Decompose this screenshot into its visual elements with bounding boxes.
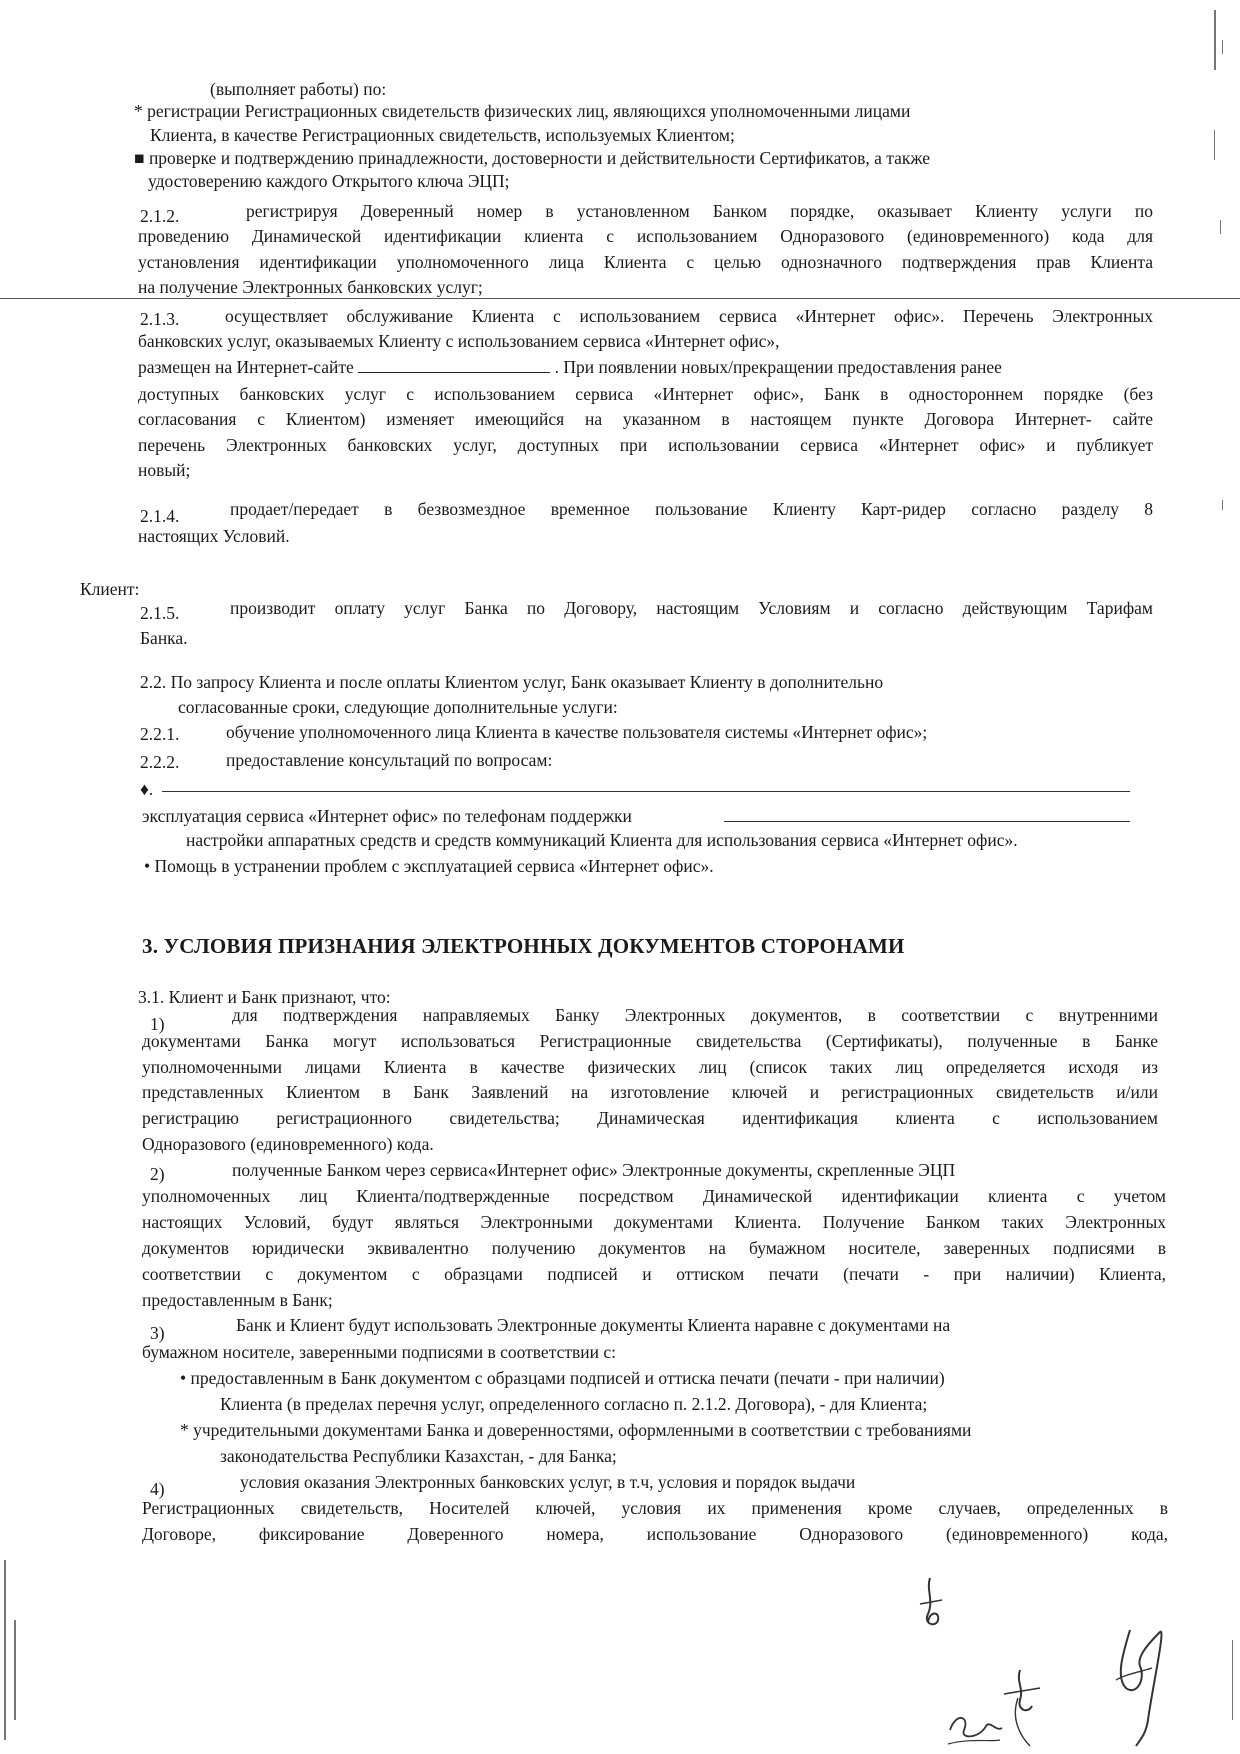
clause-number: 2) xyxy=(150,1164,165,1184)
text-line: банковских услуг, оказываемых Клиенту с использованием сервиса «Интернет офис», xyxy=(138,331,780,351)
text-line: Клиента (в пределах перечня услуг, определенного согласно п. 2.1.2. Договора), - для Клиента; xyxy=(220,1394,928,1414)
clause-number: 2.1.2. xyxy=(140,206,180,226)
text-line: представленных Клиентом в Банк Заявлений на изготовление ключей и регистрационных свидетельств и/или xyxy=(142,1082,1158,1102)
section-heading: 3. УСЛОВИЯ ПРИЗНАНИЯ ЭЛЕКТРОННЫХ ДОКУМЕНТОВ СТОРОНАМИ xyxy=(142,934,905,958)
text-line: • предоставленным в Банк документом с образцами подписей и оттиска печати (печати - при наличии) xyxy=(180,1368,945,1388)
text-line: проведению Динамической идентификации клиента с использованием Одноразового (единовременного) кода для xyxy=(138,226,1153,246)
text-line: 3.1. Клиент и Банк признают, что: xyxy=(138,987,391,1007)
text-line: (выполняет работы) по: xyxy=(210,79,387,99)
clause-number: 2.1.3. xyxy=(140,309,180,329)
text-line: Банка. xyxy=(140,628,188,648)
text-line: регистрируя Доверенный номер в установленном Банком порядке, оказывает Клиенту услуги по xyxy=(246,201,1153,221)
text-line: на получение Электронных банковских услуг; xyxy=(138,277,483,297)
clause-number: 4) xyxy=(150,1479,165,1499)
text-line: осуществляет обслуживание Клиента с использованием сервиса «Интернет офис». Перечень Электронных xyxy=(225,306,1153,326)
text-line: полученные Банком через сервиса«Интернет офис» Электронные документы, скрепленные ЭЦП xyxy=(232,1160,956,1180)
text-line: уполномоченными лицами Клиента в качестве физических лиц (список таких лиц определяется исходя из xyxy=(142,1057,1158,1077)
text-line: Одноразового (единовременного) кода. xyxy=(142,1134,434,1154)
clause-number: 2.2.1. xyxy=(140,724,180,744)
text-line: настоящих Условий, будут являться Электронными документами Клиента. Получение Банком таких Электронных xyxy=(142,1212,1166,1232)
clause-number: 1) xyxy=(150,1014,165,1034)
text-line: Регистрационных свидетельств, Носителей ключей, условия их применения кроме случаев, определенных в xyxy=(142,1498,1168,1518)
text-line: доступных банковских услуг с использованием сервиса «Интернет офис», Банк в одностороннем порядке (без xyxy=(138,384,1153,404)
text-line: ■ проверке и подтверждению принадлежности, достоверности и действительности Сертификатов, а также xyxy=(134,148,930,168)
clause-number: 2.2.2. xyxy=(140,752,180,772)
text-line: документами Банка могут использоваться Регистрационные свидетельства (Сертификаты), полученные в Банке xyxy=(142,1031,1158,1051)
text-fragment: . При появлении новых/прекращении предоставления ранее xyxy=(554,357,1002,377)
text-line: • Помощь в устранении проблем с эксплуатацией сервиса «Интернет офис». xyxy=(144,856,714,876)
text-line: документов юридически эквивалентно получению документов на бумажном носителе, заверенных подписями в xyxy=(142,1238,1166,1258)
text-line: установления идентификации уполномоченного лица Клиента с целью однозначного подтверждения прав Клиента xyxy=(138,252,1153,272)
text-line: Договоре, фиксирование Доверенного номера, использование Одноразового (единовременного) кода, xyxy=(142,1524,1168,1544)
text-line: согласования с Клиентом) изменяет имеющийся на указанном в настоящем пункте Договора Интернет- сайте xyxy=(138,409,1153,429)
text-line: перечень Электронных банковских услуг, доступных при использовании сервиса «Интернет офис» и публикует xyxy=(138,435,1153,455)
text-line: ♦. xyxy=(140,779,154,799)
text-line: настоящих Условий. xyxy=(138,526,290,546)
text-line: согласованные сроки, следующие дополнительные услуги: xyxy=(178,697,618,717)
blank-field xyxy=(358,356,550,373)
blank-rule xyxy=(724,821,1130,822)
text-line: эксплуатация сервиса «Интернет офис» по телефонам поддержки xyxy=(142,806,632,826)
text-line: обучение уполномоченного лица Клиента в качестве пользователя системы «Интернет офис»; xyxy=(226,722,928,742)
handwritten-signature-icon xyxy=(890,1570,1210,1750)
text-line: Клиент: xyxy=(80,579,140,599)
text-line: * учредительными документами Банка и доверенностями, оформленными в соответствии с требованиями xyxy=(180,1420,972,1440)
text-line: новый; xyxy=(138,460,191,480)
text-line: настройки аппаратных средств и средств коммуникаций Клиента для использования сервиса «Интернет офис». xyxy=(186,830,1018,850)
text-line: * регистрации Регистрационных свидетельств физических лиц, являющихся уполномоченными лицами xyxy=(134,101,911,121)
clause-number: 2.1.5. xyxy=(140,603,180,623)
text-line: производит оплату услуг Банка по Договору, настоящим Условиям и согласно действующим Тарифам xyxy=(230,598,1153,618)
text-line: условия оказания Электронных банковских услуг, в т.ч, условия и порядок выдачи xyxy=(240,1472,856,1492)
text-line: Клиента, в качестве Регистрационных свидетельств, используемых Клиентом; xyxy=(150,125,735,145)
blank-rule xyxy=(162,791,1130,792)
text-line: 2.2. По запросу Клиента и после оплаты Клиентом услуг, Банк оказывает Клиенту в дополнительно xyxy=(140,672,884,692)
text-line: бумажном носителе, заверенными подписями в соответствии с: xyxy=(142,1342,616,1362)
text-line: предоставленным в Банк; xyxy=(142,1290,333,1310)
text-line: законодательства Республики Казахстан, - для Банка; xyxy=(220,1446,617,1466)
clause-number: 2.1.4. xyxy=(140,506,180,526)
text-line: предоставление консультаций по вопросам: xyxy=(226,750,553,770)
text-line: для подтверждения направляемых Банку Электронных документов, в соответствии с внутренними xyxy=(232,1005,1158,1025)
clause-number: 3) xyxy=(150,1323,165,1343)
text-line: удостоверению каждого Открытого ключа ЭЦП; xyxy=(148,171,510,191)
text-line: соответствии с документом с образцами подписей и оттиском печати (печати - при наличии) Клиента, xyxy=(142,1264,1166,1284)
text-fragment: размещен на Интернет-сайте xyxy=(138,357,354,377)
text-line xyxy=(138,356,1002,378)
text-line: Банк и Клиент будут использовать Электронные документы Клиента наравне с документами на xyxy=(236,1315,951,1335)
scan-line xyxy=(0,298,1240,299)
text-line: регистрацию регистрационного свидетельства; Динамическая идентификация клиента с использованием xyxy=(142,1108,1158,1128)
text-line: продает/передает в безвозмездное временное пользование Клиенту Карт-ридер согласно разделу 8 xyxy=(230,499,1153,519)
text-line: уполномоченных лиц Клиента/подтвержденные посредством Динамической идентификации клиента с учетом xyxy=(142,1186,1166,1206)
